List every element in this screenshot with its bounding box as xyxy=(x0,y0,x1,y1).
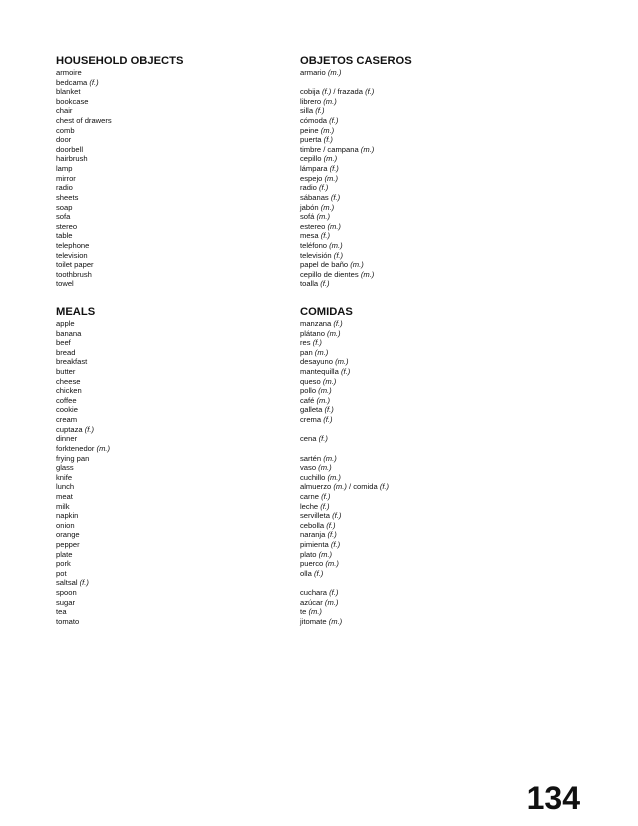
gender-marker: (f.) xyxy=(327,530,337,540)
vocab-row xyxy=(300,444,600,454)
vocab-row xyxy=(300,502,600,512)
gender-marker: (f.) xyxy=(320,231,330,241)
vocab-row xyxy=(56,251,286,261)
vocab-row xyxy=(56,415,286,425)
vocab-row xyxy=(56,329,286,339)
vocab-row xyxy=(56,222,286,232)
vocab-term: servilleta xyxy=(300,511,330,521)
vocab-term: lamp xyxy=(56,164,73,174)
vocab-row xyxy=(300,588,600,598)
vocab-term: apple xyxy=(56,319,75,328)
vocab-term: telephone xyxy=(56,240,90,250)
vocab-row xyxy=(56,540,286,550)
vocab-term: soap xyxy=(56,202,73,212)
vocab-term: crema xyxy=(300,415,322,425)
vocab-term: plato xyxy=(300,549,317,559)
vocab-term: queso xyxy=(300,376,321,386)
vocab-row xyxy=(300,145,600,155)
vocab-term: café xyxy=(300,395,315,405)
vocab-term: pimienta xyxy=(300,540,329,550)
vocab-row xyxy=(56,145,286,155)
vocab-row xyxy=(56,444,286,454)
vocab-row xyxy=(300,203,600,213)
vocab-term: jitomate xyxy=(300,616,327,626)
vocab-row xyxy=(56,338,286,348)
vocab-term: doorbell xyxy=(56,144,84,154)
vocab-term: door xyxy=(56,135,72,145)
vocab-row xyxy=(300,241,600,251)
gender-marker: (m.) xyxy=(327,68,342,77)
household-heading-english: HOUSEHOLD OBJECTS xyxy=(56,55,184,67)
household-spanish-list xyxy=(300,68,600,289)
gender-marker: (m.) xyxy=(318,386,332,396)
vocab-term: azúcar xyxy=(300,597,323,607)
vocab-term: bread xyxy=(56,347,76,357)
gender-marker: (m.) xyxy=(314,347,329,357)
vocab-term: pork xyxy=(56,559,71,569)
vocab-term: radio xyxy=(300,183,317,193)
vocab-term: breakfast xyxy=(56,357,88,367)
vocab-term: jabón xyxy=(300,202,319,212)
vocab-row xyxy=(300,530,600,540)
gender-marker: (m.) xyxy=(96,443,111,453)
gender-marker: (f.) xyxy=(329,164,339,174)
vocab-row xyxy=(56,559,286,569)
vocab-term: cuptaza xyxy=(56,424,83,434)
vocab-row xyxy=(300,212,600,222)
vocab-row xyxy=(300,106,600,116)
vocab-term: papel de baño xyxy=(300,260,349,270)
gender-marker: (f.) xyxy=(323,135,333,145)
vocab-term: te xyxy=(300,607,307,617)
vocab-term: toilet paper xyxy=(56,260,94,270)
vocab-row xyxy=(300,617,600,627)
vocab-row xyxy=(300,473,600,483)
gender-marker: (m.) xyxy=(323,154,338,164)
vocab-term: cómoda xyxy=(300,116,328,126)
household-spanish-column xyxy=(300,55,600,289)
gender-marker: (f.) xyxy=(315,106,325,116)
vocab-row xyxy=(56,492,286,502)
vocab-term: plátano xyxy=(300,328,325,338)
vocab-term: towel xyxy=(56,279,74,289)
vocab-term: beef xyxy=(56,338,71,348)
vocab-term: cobija xyxy=(300,87,320,97)
vocab-row xyxy=(56,502,286,512)
vocab-row xyxy=(56,135,286,145)
vocab-row xyxy=(300,193,600,203)
gender-marker: (m.) xyxy=(323,453,337,463)
vocab-row xyxy=(56,154,286,164)
gender-marker: (f.) xyxy=(79,578,89,588)
vocab-term: mantequilla xyxy=(300,367,339,377)
vocab-row xyxy=(300,260,600,270)
vocab-term: onion xyxy=(56,520,75,530)
vocab-row xyxy=(56,193,286,203)
vocab-row xyxy=(300,68,600,78)
vocab-row xyxy=(56,319,286,329)
vocab-row xyxy=(56,617,286,627)
vocab-term: tomato xyxy=(56,616,80,626)
vocab-row xyxy=(56,405,286,415)
gender-marker: (f.) xyxy=(329,116,339,126)
meals-spanish-column xyxy=(300,306,600,627)
vocab-row xyxy=(56,279,286,289)
household-english-column xyxy=(56,55,286,289)
vocab-term: teléfono xyxy=(300,240,328,250)
vocab-term: armario xyxy=(300,68,326,77)
vocab-term: timbre / campana xyxy=(300,144,359,154)
gender-marker: (m.) xyxy=(360,269,375,279)
gender-marker: (m.) xyxy=(308,607,322,617)
vocab-row xyxy=(56,396,286,406)
vocab-row xyxy=(56,367,286,377)
vocab-term: estereo xyxy=(300,221,326,231)
gender-marker: (m.) xyxy=(333,482,347,492)
vocab-row xyxy=(300,126,600,136)
vocab-row xyxy=(300,319,600,329)
vocab-term: mesa xyxy=(300,231,319,241)
gender-marker: (f.) xyxy=(324,405,334,415)
vocab-row xyxy=(300,174,600,184)
vocab-row xyxy=(56,260,286,270)
vocab-term: chicken xyxy=(56,386,82,396)
vocab-term: chest of drawers xyxy=(56,116,112,126)
gender-marker: (f.) xyxy=(330,540,341,550)
vocab-term: desayuno xyxy=(300,357,333,367)
vocab-term: toalla xyxy=(300,279,319,289)
vocab-row xyxy=(300,329,600,339)
vocab-term: manzana xyxy=(300,319,332,328)
vocab-term: forktenedor xyxy=(56,443,95,453)
vocab-row xyxy=(300,251,600,261)
gender-marker: (f.) xyxy=(332,511,342,521)
vocab-row xyxy=(300,454,600,464)
vocab-term: toothbrush xyxy=(56,269,92,279)
vocab-term: cuchillo xyxy=(300,472,326,482)
vocab-row xyxy=(56,463,286,473)
vocab-row xyxy=(300,396,600,406)
vocab-row xyxy=(300,559,600,569)
gender-marker: (m.) xyxy=(329,240,343,250)
vocab-row xyxy=(56,569,286,579)
vocab-row xyxy=(300,231,600,241)
household-heading-spanish: OBJETOS CASEROS xyxy=(300,55,412,67)
vocab-term: almuerzo xyxy=(300,482,332,492)
vocab-term: puerta xyxy=(300,135,322,145)
gender-marker: (f.) xyxy=(321,491,331,501)
vocab-term: cepillo de dientes xyxy=(300,269,359,279)
gender-marker: (m.) xyxy=(316,395,330,405)
vocab-row xyxy=(300,154,600,164)
vocab-row xyxy=(300,348,600,358)
vocab-row xyxy=(56,511,286,521)
vocab-row xyxy=(56,473,286,483)
vocab-row xyxy=(56,231,286,241)
gender-marker: (m.) xyxy=(327,472,341,482)
vocab-row xyxy=(56,241,286,251)
gender-marker: (f.) xyxy=(330,192,341,202)
vocab-term: radio xyxy=(56,183,73,193)
vocab-term: armoire xyxy=(56,68,82,77)
vocab-row xyxy=(56,212,286,222)
vocab-row xyxy=(300,511,600,521)
vocab-row xyxy=(56,588,286,598)
gender-marker: (f.) xyxy=(319,183,329,193)
gender-marker: (f.) xyxy=(326,520,336,530)
vocab-term: cepillo xyxy=(300,154,322,164)
vocab-term: comb xyxy=(56,125,75,135)
vocab-row xyxy=(300,550,600,560)
gender-marker: (m.) xyxy=(320,125,335,135)
gender-marker: (f.) xyxy=(323,415,333,425)
vocab-row xyxy=(56,425,286,435)
page-number: 134 xyxy=(526,780,580,816)
meals-english-list xyxy=(56,319,286,627)
vocab-term: coffee xyxy=(56,395,77,405)
vocab-term: milk xyxy=(56,501,70,511)
gender-marker: (m.) xyxy=(318,549,333,559)
vocab-row xyxy=(300,222,600,232)
vocab-term: glass xyxy=(56,463,74,473)
vocab-row xyxy=(300,598,600,608)
gender-marker: (m.) xyxy=(322,376,337,386)
vocab-term: stereo xyxy=(56,221,78,231)
alternate-gender-marker: (f.) xyxy=(379,482,390,492)
vocab-term: tea xyxy=(56,607,67,617)
vocab-row xyxy=(300,377,600,387)
vocab-term: naranja xyxy=(300,530,326,540)
gender-marker: (m.) xyxy=(323,96,337,106)
gender-marker: (m.) xyxy=(324,597,339,607)
gender-marker: (f.) xyxy=(312,338,322,348)
vocab-row xyxy=(300,540,600,550)
vocab-term: pan xyxy=(300,347,313,357)
vocab-term: sugar xyxy=(56,597,75,607)
vocab-term: librero xyxy=(300,96,322,106)
gender-marker: (f.) xyxy=(321,87,332,97)
vocab-row xyxy=(56,550,286,560)
gender-marker: (f.) xyxy=(333,319,343,328)
vocab-row xyxy=(300,492,600,502)
gender-marker: (f.) xyxy=(333,250,344,260)
vocab-term: lunch xyxy=(56,482,75,492)
vocab-term: lámpara xyxy=(300,164,328,174)
vocab-row xyxy=(300,607,600,617)
vocab-term: dinner xyxy=(56,434,78,444)
vocab-row xyxy=(56,164,286,174)
vocab-row xyxy=(56,116,286,126)
vocab-term: sartén xyxy=(300,453,322,463)
vocab-row xyxy=(56,78,286,88)
gender-marker: (m.) xyxy=(350,260,364,270)
vocab-row xyxy=(56,598,286,608)
vocab-row xyxy=(300,270,600,280)
vocab-term: knife xyxy=(56,472,73,482)
meals-english-column xyxy=(56,306,286,627)
vocab-term: meat xyxy=(56,491,73,501)
vocab-row xyxy=(300,463,600,473)
vocab-term: televisión xyxy=(300,250,332,260)
vocab-row xyxy=(56,203,286,213)
gender-marker: (f.) xyxy=(320,279,330,289)
vocab-row xyxy=(56,270,286,280)
vocab-term: pollo xyxy=(300,386,317,396)
vocab-row xyxy=(56,530,286,540)
vocab-row xyxy=(56,386,286,396)
gender-marker: (f.) xyxy=(84,424,95,434)
vocab-row xyxy=(56,607,286,617)
vocab-term: olla xyxy=(300,568,312,578)
vocab-term: saltsal xyxy=(56,578,78,588)
alternate-gender-marker: (f.) xyxy=(365,87,375,97)
vocab-row xyxy=(300,164,600,174)
gender-marker: (m.) xyxy=(325,559,339,569)
gender-marker: (f.) xyxy=(89,77,99,87)
vocab-term: bookcase xyxy=(56,96,89,106)
vocab-row xyxy=(300,87,600,97)
vocab-row xyxy=(56,174,286,184)
gender-marker: (m.) xyxy=(360,144,375,154)
vocab-row xyxy=(300,405,600,415)
vocab-row xyxy=(300,434,600,444)
vocab-row xyxy=(56,521,286,531)
gender-marker: (m.) xyxy=(328,616,343,626)
vocab-term: sheets xyxy=(56,192,79,202)
vocab-row xyxy=(56,126,286,136)
vocab-row xyxy=(56,377,286,387)
vocab-term: spoon xyxy=(56,588,77,598)
vocab-term: butter xyxy=(56,367,76,377)
gender-marker: (m.) xyxy=(327,328,341,338)
vocab-row xyxy=(300,135,600,145)
gender-marker: (m.) xyxy=(316,212,330,222)
vocab-term: pot xyxy=(56,568,67,578)
meals-heading-english: MEALS xyxy=(56,306,96,318)
gender-marker: (f.) xyxy=(329,588,339,598)
vocab-row xyxy=(300,116,600,126)
gender-marker: (m.) xyxy=(324,173,339,183)
vocab-row xyxy=(300,183,600,193)
vocab-row xyxy=(300,521,600,531)
vocab-row xyxy=(300,97,600,107)
vocab-term: cream xyxy=(56,415,78,425)
vocab-row xyxy=(56,87,286,97)
vocab-term: cena xyxy=(300,434,317,444)
alternate-term: / frazada xyxy=(333,87,363,97)
vocab-row xyxy=(56,348,286,358)
meals-spanish-list xyxy=(300,319,600,627)
vocab-row xyxy=(300,357,600,367)
vocab-term: television xyxy=(56,250,88,260)
vocab-row xyxy=(300,415,600,425)
gender-marker: (f.) xyxy=(313,568,324,578)
vocab-row xyxy=(56,482,286,492)
vocab-term: peine xyxy=(300,125,319,135)
vocab-term: puerco xyxy=(300,559,324,569)
vocab-row xyxy=(56,454,286,464)
vocab-row xyxy=(300,425,600,435)
vocab-term: vaso xyxy=(300,463,317,473)
vocab-term: plate xyxy=(56,549,73,559)
vocab-term: bedcama xyxy=(56,77,88,87)
gender-marker: (f.) xyxy=(320,501,330,511)
vocab-term: banana xyxy=(56,328,82,338)
vocab-row xyxy=(300,386,600,396)
vocab-term: leche xyxy=(300,501,319,511)
vocab-row xyxy=(300,338,600,348)
vocab-term: silla xyxy=(300,106,314,116)
vocab-term: table xyxy=(56,231,73,241)
vocab-term: napkin xyxy=(56,511,79,521)
vocab-term: espejo xyxy=(300,173,323,183)
vocab-row xyxy=(56,183,286,193)
vocab-row xyxy=(56,578,286,588)
vocab-row xyxy=(56,68,286,78)
alternate-term: / comida xyxy=(348,482,378,492)
vocab-term: carne xyxy=(300,491,319,501)
vocab-term: sofa xyxy=(56,212,71,222)
gender-marker: (f.) xyxy=(340,367,351,377)
vocab-term: galleta xyxy=(300,405,323,415)
vocab-row xyxy=(300,367,600,377)
vocab-row xyxy=(300,578,600,588)
gender-marker: (m.) xyxy=(320,202,335,212)
gender-marker: (m.) xyxy=(327,221,341,231)
vocab-row xyxy=(56,357,286,367)
household-english-list xyxy=(56,68,286,289)
vocab-term: cheese xyxy=(56,376,81,386)
vocab-term: sofá xyxy=(300,212,315,222)
vocab-row xyxy=(300,569,600,579)
meals-heading-spanish: COMIDAS xyxy=(300,306,353,318)
vocab-term: blanket xyxy=(56,87,81,97)
vocab-term: cebolla xyxy=(300,520,325,530)
vocab-row xyxy=(56,434,286,444)
vocab-term: orange xyxy=(56,530,80,540)
vocab-term: pepper xyxy=(56,540,80,550)
vocab-term: chair xyxy=(56,106,73,116)
vocab-term: sábanas xyxy=(300,192,329,202)
vocab-term: hairbrush xyxy=(56,154,88,164)
vocab-row xyxy=(56,97,286,107)
vocab-row xyxy=(300,78,600,88)
vocab-term: mirror xyxy=(56,173,76,183)
vocab-term: frying pan xyxy=(56,453,90,463)
vocab-row xyxy=(56,106,286,116)
gender-marker: (f.) xyxy=(318,434,328,444)
gender-marker: (m.) xyxy=(335,357,349,367)
vocab-term: cookie xyxy=(56,405,78,415)
gender-marker: (m.) xyxy=(318,463,332,473)
vocab-row xyxy=(300,482,600,492)
vocab-term: res xyxy=(300,338,311,348)
vocab-row xyxy=(300,279,600,289)
vocab-term: cuchara xyxy=(300,588,328,598)
